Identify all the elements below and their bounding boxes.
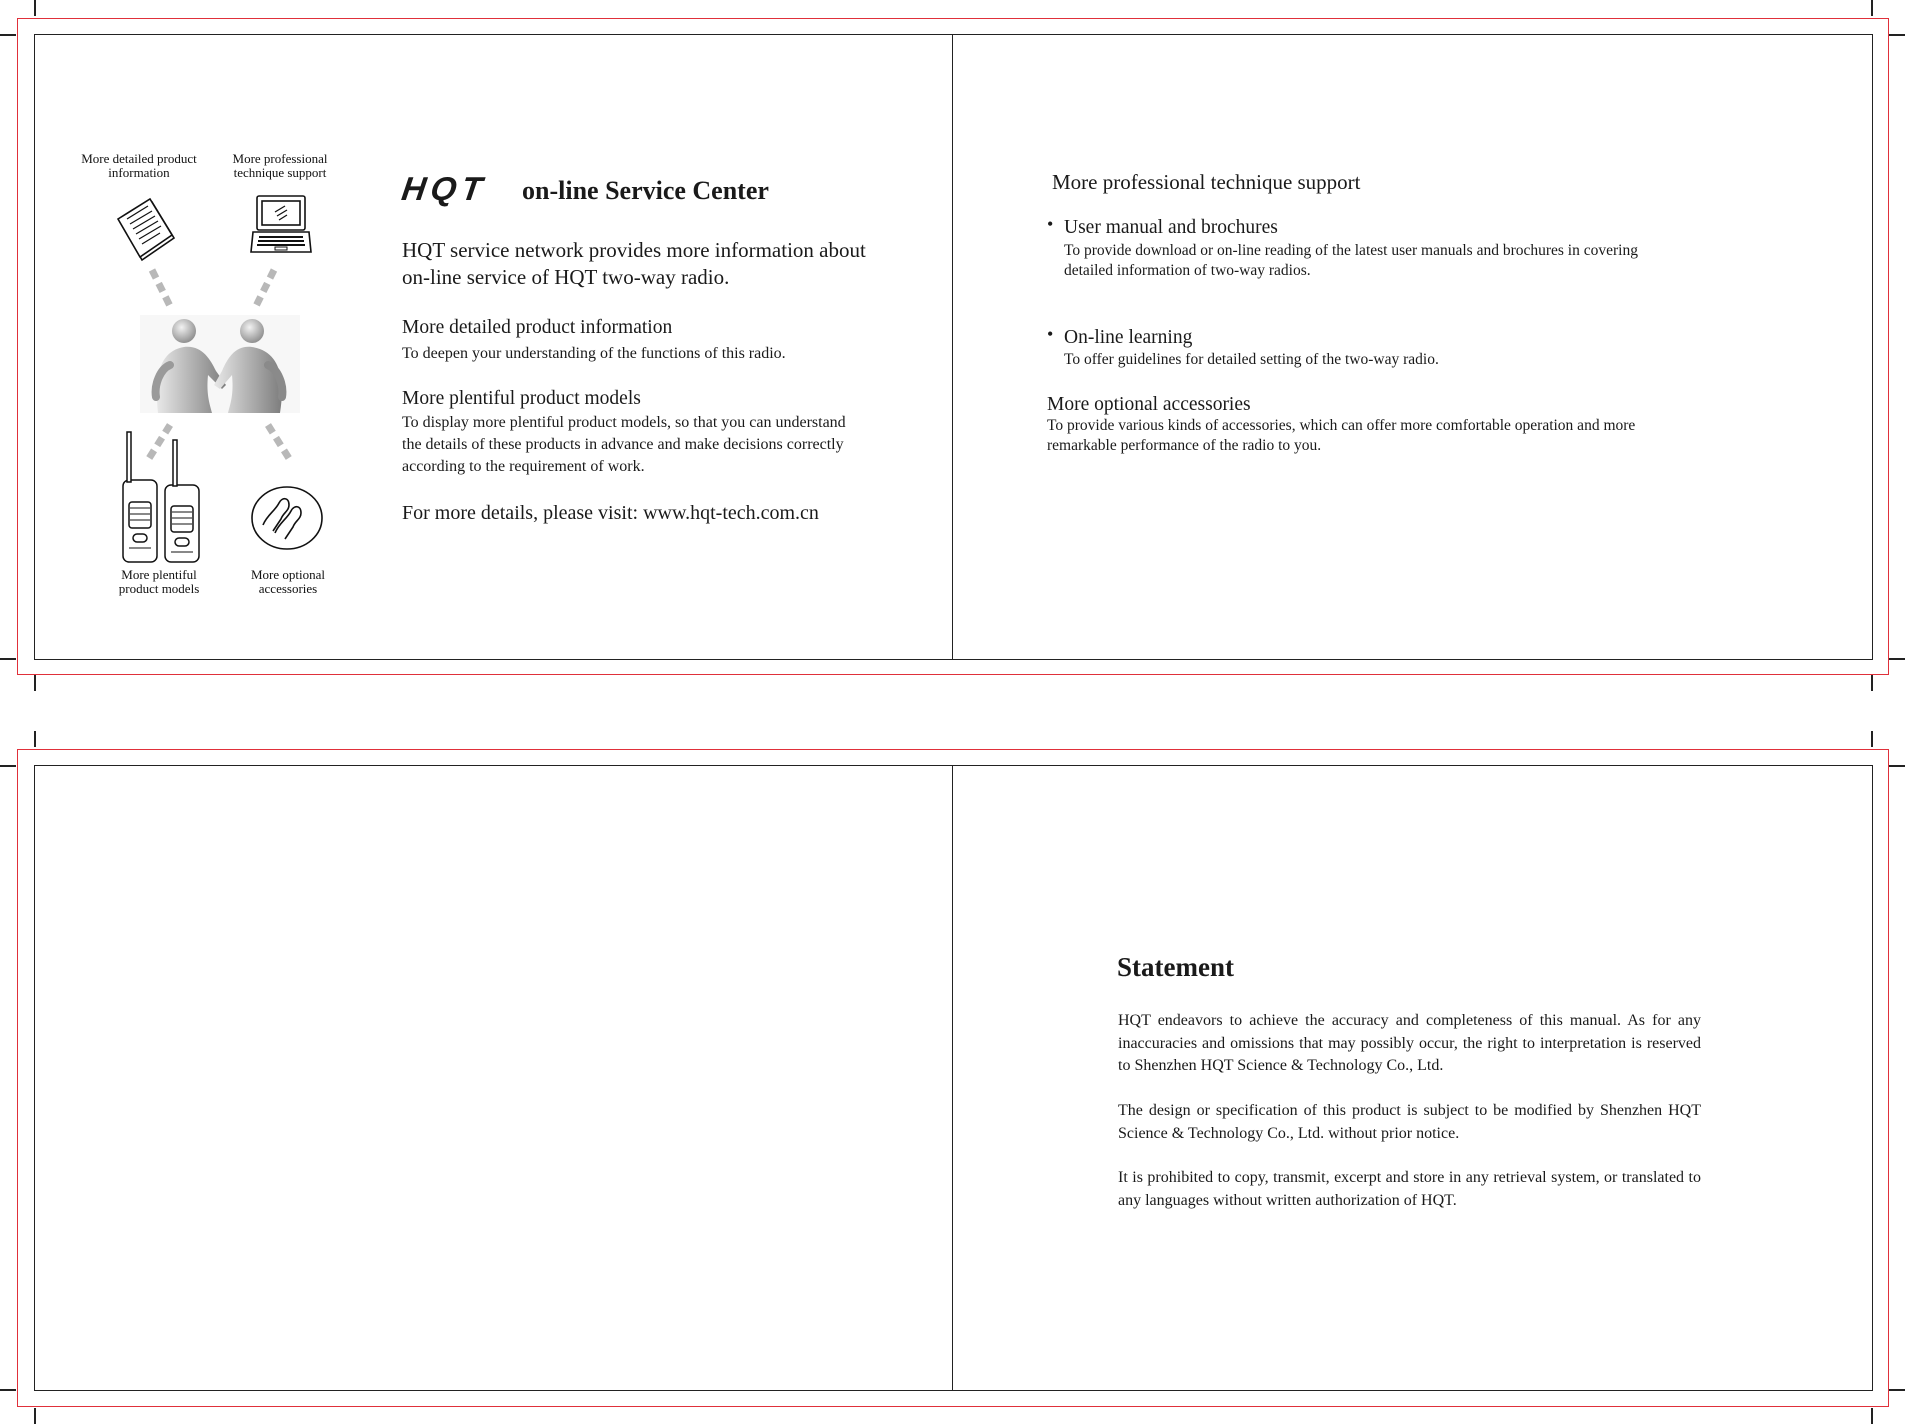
crop-mark bbox=[1871, 675, 1873, 691]
crop-mark bbox=[34, 1408, 36, 1424]
bullet-body-online-learning: To offer guidelines for detailed setting of the two-way radio. bbox=[1064, 351, 1439, 368]
statement-paragraph-3: It is prohibited to copy, transmit, excerpt and store in any retrieval system, or translated to any languages without written authorization of HQT. bbox=[1118, 1169, 1701, 1209]
right-page-title: More professional technique support bbox=[1052, 170, 1361, 194]
page-frame-bottom bbox=[34, 765, 1873, 1391]
intro-paragraph: HQT service network provides more information about on-line service of HQT two-way radio. bbox=[402, 238, 866, 289]
documents-icon bbox=[110, 195, 180, 265]
bullet-title-online-learning: On-line learning bbox=[1064, 327, 1193, 348]
page-title: on-line Service Center bbox=[522, 176, 769, 205]
crop-mark bbox=[0, 765, 16, 767]
section-body-detailed: To deepen your understanding of the functions of this radio. bbox=[402, 345, 786, 362]
visit-website-text: For more details, please visit: www.hqt-tech.com.cn bbox=[402, 502, 819, 524]
crop-mark bbox=[1889, 34, 1905, 36]
statement-paragraph-1: HQT endeavors to achieve the accuracy and completeness of this manual. As for any inaccuracies and omissions that may possibly occur, the right to interpretation is reserved to Shenzhen HQT Science & Technology Co., Ltd. bbox=[1118, 1012, 1701, 1074]
page-divider-top bbox=[952, 34, 953, 659]
section-title-plentiful: More plentiful product models bbox=[402, 388, 641, 409]
crop-mark bbox=[1889, 765, 1905, 767]
crop-mark bbox=[1871, 1408, 1873, 1424]
handshake-figures-illustration bbox=[140, 315, 300, 413]
hqt-logo: HQT bbox=[399, 170, 490, 207]
crop-mark bbox=[1871, 0, 1873, 16]
crop-mark bbox=[34, 675, 36, 691]
crop-mark bbox=[34, 731, 36, 747]
caption-professional-support: More professional technique support bbox=[232, 151, 328, 180]
bullet-dot: • bbox=[1047, 214, 1054, 234]
crop-mark bbox=[1889, 658, 1905, 660]
laptop-icon bbox=[249, 192, 313, 258]
bullet-title-user-manual: User manual and brochures bbox=[1064, 217, 1278, 238]
crop-mark bbox=[0, 34, 16, 36]
crop-mark bbox=[0, 1389, 16, 1391]
statement-title: Statement bbox=[1117, 952, 1234, 982]
statement-paragraph-2: The design or specification of this product is subject to be modified by Shenzhen HQT Science & Technology Co., Ltd. without prior notice. bbox=[1118, 1102, 1701, 1142]
crop-mark bbox=[0, 658, 16, 660]
earpiece-accessory-icon bbox=[249, 485, 325, 551]
two-way-radios-icon bbox=[115, 430, 210, 565]
section-title-accessories: More optional accessories bbox=[1047, 394, 1251, 415]
caption-detailed-info: More detailed product information bbox=[81, 151, 197, 180]
section-body-accessories: To provide various kinds of accessories, which can offer more comfortable operation and more remarkable performance of the radio to you. bbox=[1047, 417, 1636, 454]
crop-mark bbox=[34, 0, 36, 16]
bullet-dot: • bbox=[1047, 324, 1054, 344]
bullet-body-user-manual: To provide download or on-line reading of the latest user manuals and brochures in covering detailed information of two-way radios. bbox=[1064, 242, 1638, 279]
caption-plentiful-models: More plentiful product models bbox=[118, 567, 200, 596]
caption-optional-accessories: More optional accessories bbox=[250, 567, 325, 596]
page-divider-bottom bbox=[952, 765, 953, 1390]
section-body-plentiful: To display more plentiful product models, so that you can understand the details of these products in advance and make decisions correctly according to the requirement of work. bbox=[402, 414, 846, 475]
crop-mark bbox=[1889, 1389, 1905, 1391]
crop-mark bbox=[1871, 731, 1873, 747]
section-title-detailed: More detailed product information bbox=[402, 317, 673, 338]
